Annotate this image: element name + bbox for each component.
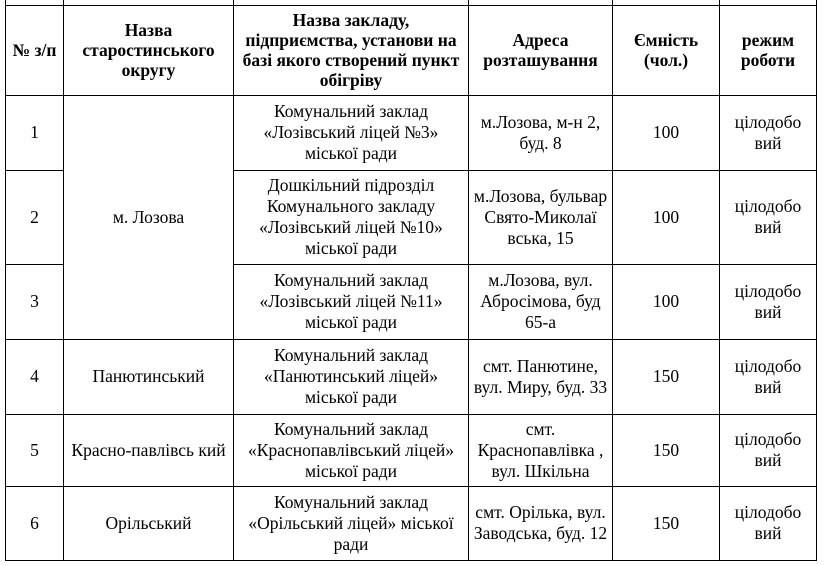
cell-institution: Комунальний заклад «Лозівський ліцей №11» міської ради [234, 264, 469, 339]
cell-capacity: 150 [613, 486, 720, 560]
header-address: Адреса розташування [469, 5, 613, 95]
cell-mode: цілодобо вий [720, 339, 817, 414]
cell-mode: цілодобо вий [720, 264, 817, 339]
cell-address: м.Лозова, бульвар Свято-Миколаї вська, 15 [469, 170, 613, 264]
cell-number: 4 [6, 339, 64, 414]
cell-institution: Дошкільний підрозділ Комунального закладу «Лозівський ліцей №10» міської ради [234, 170, 469, 264]
cell-address: м.Лозова, вул. Абросімова, буд 65-а [469, 264, 613, 339]
cell-mode: цілодобо вий [720, 414, 817, 486]
cell-capacity: 100 [613, 170, 720, 264]
table-row [6, 95, 817, 170]
cell-capacity: 150 [613, 339, 720, 414]
cell-number: 2 [6, 170, 64, 264]
cell-institution: Комунальний заклад «Панютинський ліцей» міської ради [234, 339, 469, 414]
cell-capacity: 150 [613, 414, 720, 486]
cell-capacity: 100 [613, 95, 720, 170]
header-mode: режим роботи [720, 5, 817, 95]
table-row [6, 414, 817, 486]
header-number: № з/п [6, 5, 64, 95]
table-row [6, 486, 817, 560]
cell-district: м. Лозова [64, 95, 234, 339]
cell-district: Панютинський [64, 339, 234, 414]
heating-points-table [5, 0, 817, 561]
header-capacity: Ємність (чол.) [613, 5, 720, 95]
cell-mode: цілодобо вий [720, 95, 817, 170]
cell-mode: цілодобо вий [720, 170, 817, 264]
header-district: Назва старостинського округу [64, 5, 234, 95]
cell-district: Орільський [64, 486, 234, 560]
cell-address: смт. Орілька, вул. Заводська, буд. 12 [469, 486, 613, 560]
cell-institution: Комунальний заклад «Лозівський ліцей №3» міської ради [234, 95, 469, 170]
cell-number: 1 [6, 95, 64, 170]
cell-number: 5 [6, 414, 64, 486]
header-institution: Назва закладу, підприємства, установи на базі якого створений пункт обігріву [234, 5, 469, 95]
cell-address: смт. Панютине, вул. Миру, буд. 33 [469, 339, 613, 414]
cell-address: смт. Краснопавлівка , вул. Шкільна [469, 414, 613, 486]
cell-number: 6 [6, 486, 64, 560]
cell-institution: Комунальний заклад «Краснопавлівський ліцей» міської ради [234, 414, 469, 486]
cell-institution: Комунальний заклад «Орільський ліцей» міської ради [234, 486, 469, 560]
cell-district: Красно-павлівсь кий [64, 414, 234, 486]
table-row [6, 339, 817, 414]
table-header-row [6, 5, 817, 95]
cell-capacity: 100 [613, 264, 720, 339]
cell-address: м.Лозова, м-н 2, буд. 8 [469, 95, 613, 170]
cell-number: 3 [6, 264, 64, 339]
cell-mode: цілодобо вий [720, 486, 817, 560]
